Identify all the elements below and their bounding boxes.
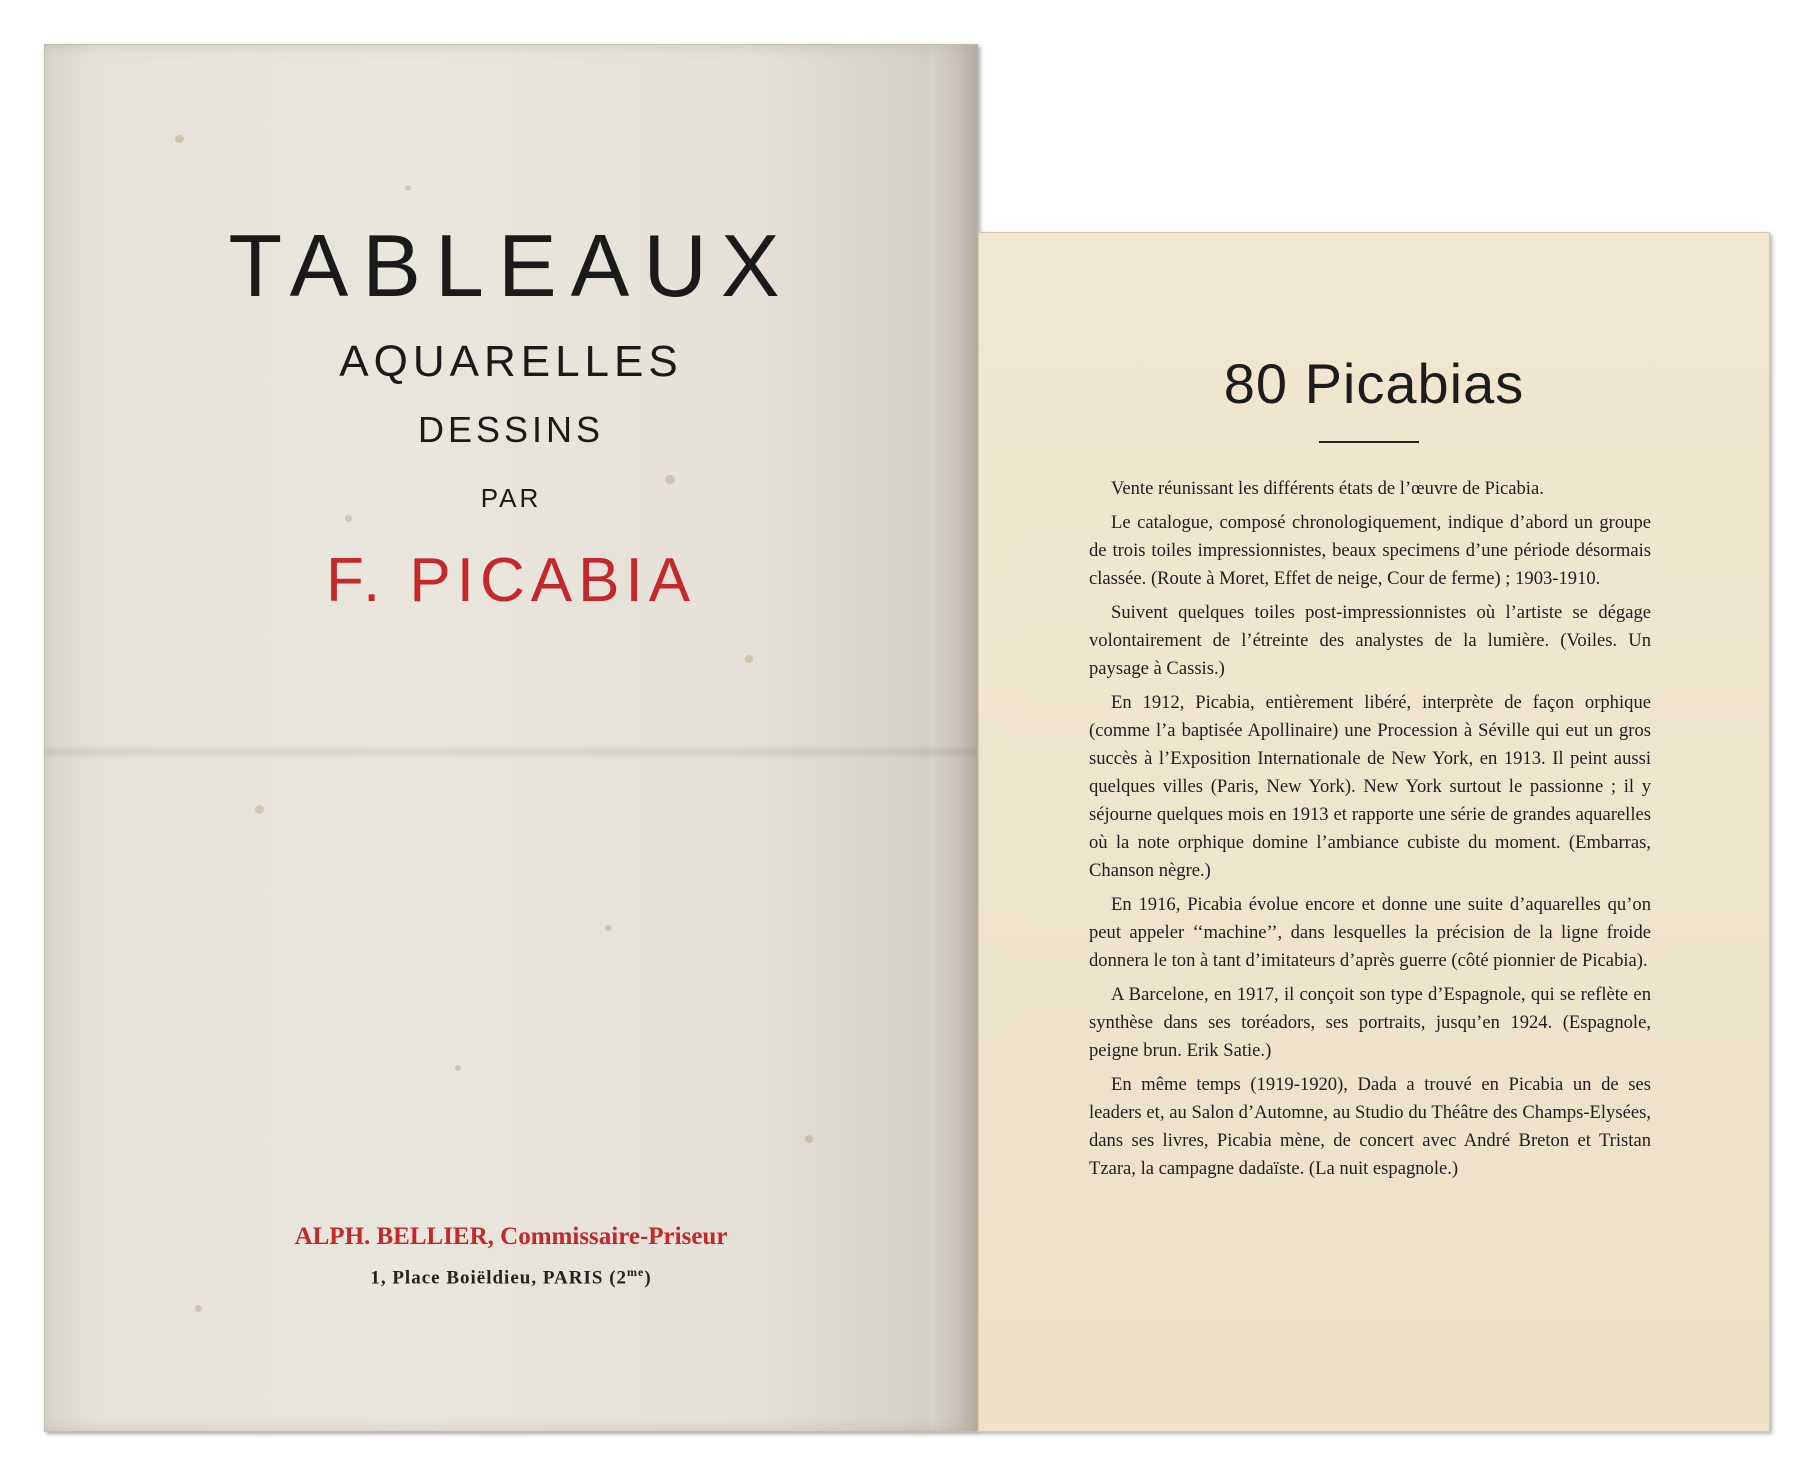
publisher-address	[45, 1265, 977, 1289]
leaflet-paragraph: A Barcelone, en 1917, il conçoit son type d’Espagnole, qui se reflète en synthèse dans ses toréadors, ses portraits, jusqu’en 1924. (Espagnole, peigne brun. Erik Satie.)	[1089, 984, 1651, 1061]
foxing-spot	[255, 805, 264, 814]
leaflet-paragraph: En 1912, Picabia, entièrement libéré, interprète de façon orphique (comme l’a baptisée Apollinaire) une Procession à Séville qui eut un gros succès à l’Exposition Internationale de New York, en 1913. Il peint aussi quelques villes (Paris, New York). New York surtout le passionne ; il y séjourne quelques mois en 1913 et rapporte une série de grandes aquarelles où la note orphique domine l’ambiance cubiste du moment. (Embarras, Chanson nègre.)	[1089, 692, 1651, 881]
publisher-line: ALPH. BELLIER, Commissaire-Priseur	[294, 1223, 728, 1250]
title-divider-rule	[1319, 441, 1419, 443]
foxing-spot	[745, 655, 753, 663]
foxing-spot	[605, 925, 612, 931]
cover-subtitle-dessins: DESSINS	[417, 409, 605, 450]
booklet-fold-crease	[45, 745, 977, 759]
leaflet-paragraph: En même temps (1919-1920), Dada a trouvé en Picabia un de ses leaders et, au Salon d’Automne, au Studio du Théâtre des Champs-Elysées, dans ses livres, Picabia mène, de concert avec André Breton et Tristan Tzara, la campagne dadaïste. (La nuit espagnole.)	[1089, 1074, 1651, 1179]
leaflet-title: 80 Picabias	[1223, 352, 1525, 415]
cover-by-line: PAR	[480, 483, 542, 513]
foxing-spot	[805, 1135, 813, 1143]
address-text: 1, Place Boiëldieu, PARIS (2	[370, 1267, 628, 1289]
leaflet-body-text	[1089, 475, 1651, 1189]
foxing-spot	[455, 1065, 461, 1071]
foxing-spot	[175, 135, 184, 143]
leaflet-sheet	[978, 232, 1770, 1432]
address-superscript: me	[627, 1265, 645, 1279]
cover-artist-name: F. PICABIA	[325, 546, 697, 615]
leaflet-paragraph: En 1916, Picabia évolue encore et donne une suite d’aquarelles qu’on peut appeler ‘‘machine’’, dans lesquelles la précision de la ligne froide donnera le ton à tant d’imitateurs d’après guerre (côté pionnier de Picabia).	[1089, 894, 1651, 971]
leaflet-paragraph: Le catalogue, composé chronologiquement, indique d’abord un groupe de trois toiles impressionnistes, beaux specimens d’une période désormais classée. (Route à Moret, Effet de neige, Cour de ferme) ; 1903-1910.	[1089, 512, 1651, 589]
cover-subtitle-aquarelles: AQUARELLES	[339, 337, 683, 386]
cover-title: TABLEAUX	[228, 216, 794, 315]
leaflet-paragraph: Suivent quelques toiles post-impressionnistes où l’artiste se dégage volontairement de l’étreinte des analystes de la lumière. (Voiles. Un paysage à Cassis.)	[1089, 602, 1651, 679]
foxing-spot	[405, 185, 411, 191]
foxing-spot	[195, 1305, 202, 1312]
foxing-spot	[345, 515, 352, 522]
leaflet-paragraph: Vente réunissant les différents états de l’œuvre de Picabia.	[1111, 478, 1544, 499]
catalogue-booklet-cover	[44, 44, 978, 1432]
address-close-paren: )	[644, 1267, 652, 1289]
